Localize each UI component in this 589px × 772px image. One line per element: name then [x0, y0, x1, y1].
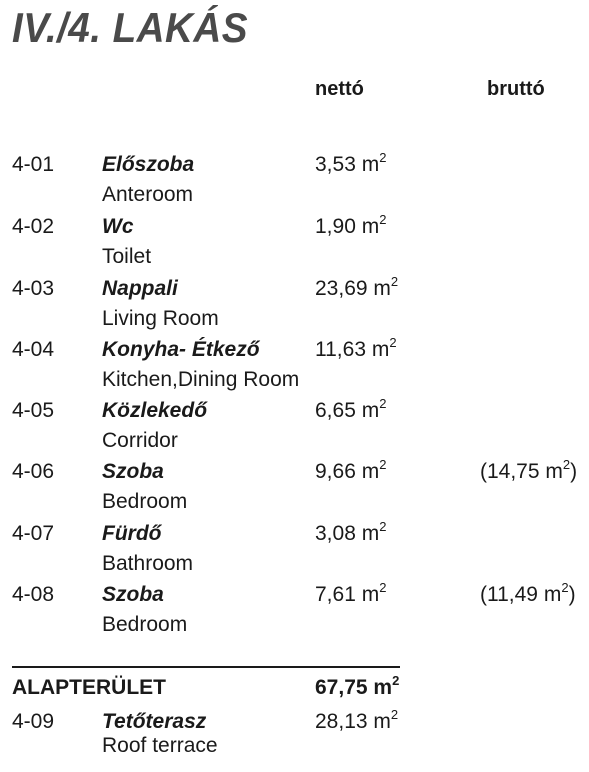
room-net-area: 6,65 $m^2$	[315, 396, 387, 422]
room-net-area: 28,13 $m^2$	[315, 707, 399, 733]
room-name: Közlekedő	[102, 399, 208, 422]
room-row	[0, 519, 589, 584]
room-code: 4-09	[12, 710, 55, 733]
room-row	[0, 396, 589, 461]
room-gross-area: (14,75 $m^2$)	[480, 457, 578, 483]
room-code: 4-02	[12, 215, 55, 238]
room-code: 4-04	[12, 338, 55, 361]
net-column-header: nettó	[315, 78, 364, 100]
room-name-english: Bathroom	[102, 552, 194, 575]
room-name: Fürdő	[102, 522, 162, 545]
room-row	[0, 457, 589, 522]
room-name: Nappali	[102, 277, 178, 300]
room-gross-area: (11,49 $m^2$)	[480, 580, 576, 606]
room-name: Szoba	[102, 460, 164, 483]
room-name-english: Anteroom	[102, 183, 194, 206]
room-name-english: Toilet	[102, 245, 152, 268]
room-name: Konyha- Étkező	[102, 338, 260, 361]
room-name: Tetőterasz	[102, 710, 207, 733]
room-net-area: 23,69 $m^2$	[315, 274, 399, 300]
room-name-english: Living Room	[102, 307, 219, 330]
room-code: 4-01	[12, 153, 55, 176]
room-code: 4-07	[12, 522, 55, 545]
room-code: 4-05	[12, 399, 55, 422]
room-code: 4-03	[12, 277, 55, 300]
room-name: Szoba	[102, 583, 164, 606]
room-row	[0, 274, 589, 339]
room-row	[0, 212, 589, 277]
room-name-english: Bedroom	[102, 490, 188, 513]
gross-column-header: bruttó	[487, 78, 545, 100]
page-title: IV./4. LAKÁS	[12, 4, 249, 51]
room-row	[0, 580, 589, 645]
room-name: Előszoba	[102, 153, 195, 176]
room-net-area: 9,66 $m^2$	[315, 457, 387, 483]
total-label: ALAPTERÜLET	[12, 676, 166, 699]
room-code: 4-08	[12, 583, 55, 606]
room-net-area: 11,63 $m^2$	[315, 335, 397, 361]
room-row	[0, 335, 589, 400]
room-net-area: 3,53 $m^2$	[315, 150, 387, 176]
room-name: Wc	[102, 215, 134, 238]
room-code: 4-06	[12, 460, 55, 483]
total-value: 67,75 $m^2$	[315, 673, 400, 699]
total-divider	[12, 666, 400, 668]
room-net-area: 3,08 $m^2$	[315, 519, 387, 545]
room-name-english: Bedroom	[102, 613, 188, 636]
room-name-english: Kitchen,Dining Room	[102, 368, 300, 391]
room-row	[0, 150, 589, 215]
room-name-english: Corridor	[102, 429, 178, 452]
terrace-row	[0, 707, 589, 772]
room-net-area: 7,61 $m^2$	[315, 580, 387, 606]
room-net-area: 1,90 $m^2$	[315, 212, 387, 238]
room-name-english: Roof terrace	[102, 734, 218, 757]
